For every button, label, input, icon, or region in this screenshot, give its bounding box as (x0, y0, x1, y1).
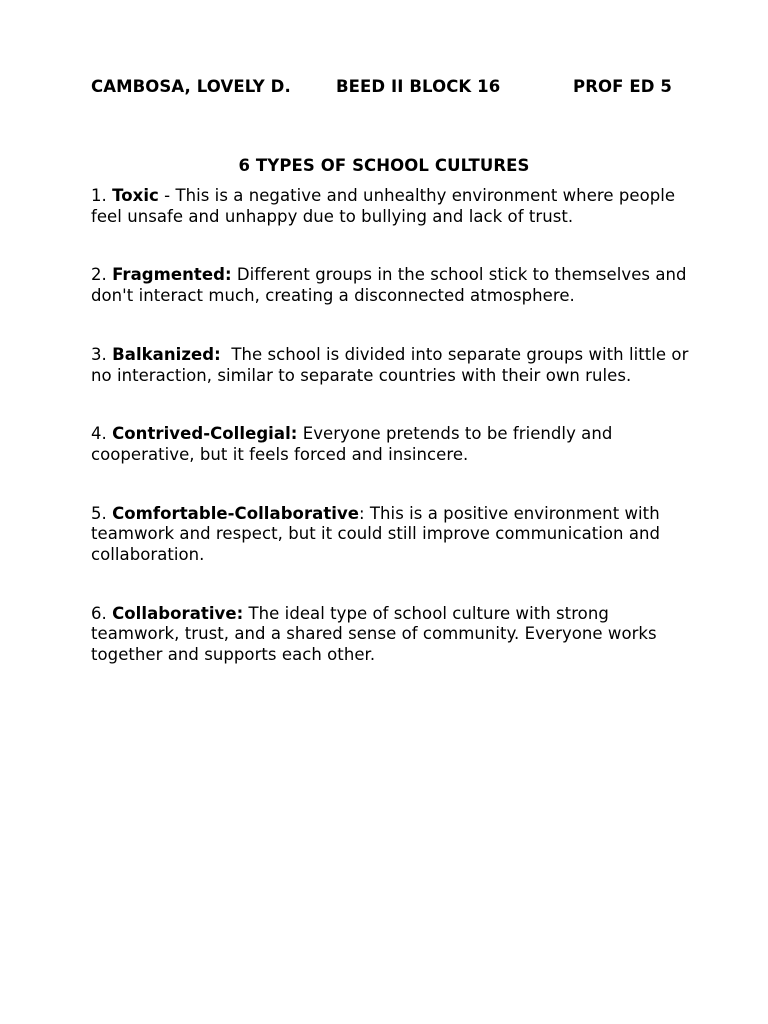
list-item (91, 504, 691, 566)
item-number: 6. (91, 603, 107, 623)
list-item (91, 345, 691, 386)
list-item (91, 424, 691, 465)
item-term: Collaborative: (112, 603, 244, 623)
list-item (91, 604, 691, 666)
document-header (91, 77, 691, 98)
item-description: The school is divided into separate groups with little or no interaction, similar to separate countries with their own rules. (91, 344, 689, 385)
item-number: 1. (91, 186, 107, 205)
course-block: BEED II BLOCK 16 (336, 77, 501, 96)
item-term: Toxic (112, 186, 159, 205)
item-description: Everyone pretends to be friendly and cooperative, but it feels forced and insincere. (91, 424, 613, 464)
item-separator: - (158, 186, 176, 205)
item-number: 5. (91, 503, 107, 523)
item-description: This is a negative and unhealthy environment where people feel unsafe and unhappy due to bullying and lack of trust. (91, 186, 676, 226)
list-item (91, 186, 691, 227)
item-number: 3. (91, 344, 107, 364)
item-separator: : (359, 503, 370, 523)
student-name: CAMBOSA, LOVELY D. (91, 77, 291, 96)
culture-list (91, 186, 691, 666)
item-description: This is a positive environment with teamwork and respect, but it could still improve communication and collaboration. (91, 503, 661, 565)
item-term: Comfortable-Collaborative (112, 503, 360, 523)
item-description: The ideal type of school culture with strong teamwork, trust, and a shared sense of community. Everyone works together and supports each other. (91, 603, 657, 665)
item-number: 2. (91, 265, 107, 285)
item-separator (221, 345, 232, 364)
document-title: 6 TYPES OF SCHOOL CULTURES (238, 156, 530, 175)
item-description: Different groups in the school stick to themselves and don't interact much, creating a disconnected atmosphere. (91, 265, 687, 306)
item-term: Contrived-Collegial: (112, 424, 298, 444)
item-term: Fragmented: (112, 265, 232, 285)
subject-code: PROF ED 5 (573, 77, 672, 96)
item-number: 4. (91, 424, 107, 444)
list-item (91, 265, 691, 306)
item-term: Balkanized: (112, 344, 221, 364)
